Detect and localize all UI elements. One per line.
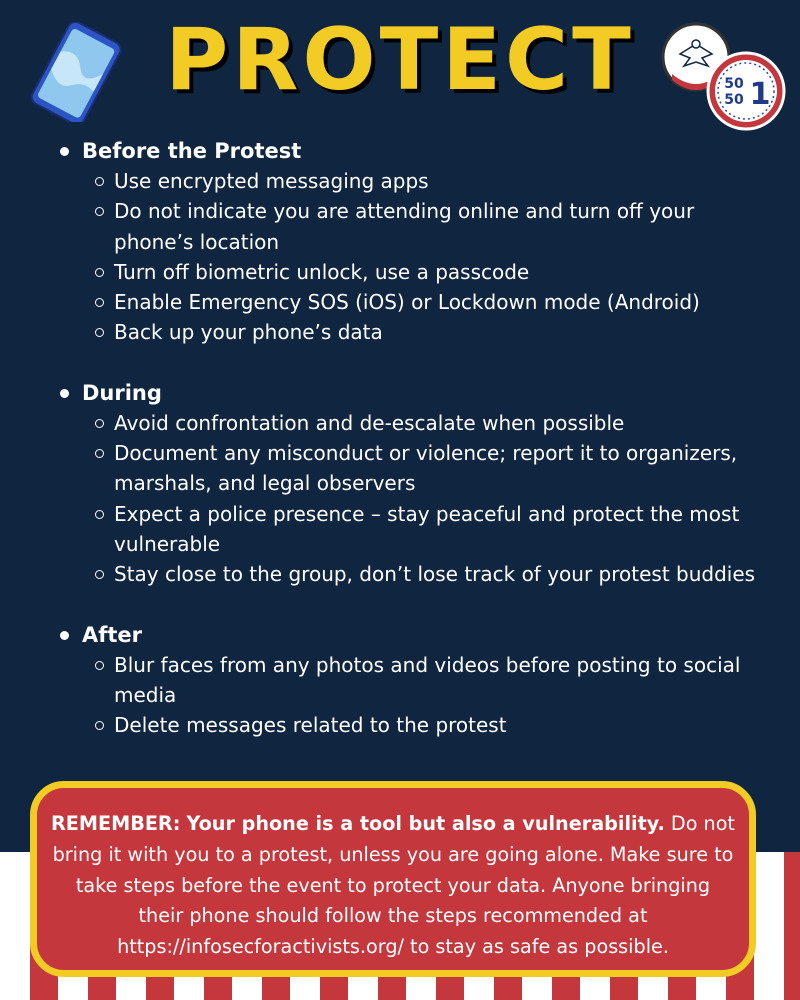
remember-text <box>37 788 749 963</box>
remember-label: REMEMBER: <box>51 812 181 835</box>
list-item: Stay close to the group, don’t lose track of your protest buddies <box>114 559 778 589</box>
item-list <box>58 166 778 348</box>
list-item: Avoid confrontation and de-escalate when possible <box>114 408 778 438</box>
logo-text-one: 1 <box>749 77 771 112</box>
remember-body: Do not bring it with you to a protest, unless you are going alone. Make sure to take steps before the event to protect your data. Anyone bringing their phone should follow the steps recommended at https://infosecforactivists.org/ to stay as safe as possible. <box>52 812 735 959</box>
item-list <box>58 408 778 590</box>
list-item: Expect a police presence – stay peaceful and protect the most vulnerable <box>114 499 778 560</box>
list-item: Do not indicate you are attending online and turn off your phone’s location <box>114 196 778 257</box>
content <box>58 136 778 770</box>
remember-callout <box>30 781 756 977</box>
logo-text-top: 50 <box>724 76 744 92</box>
5050-1-logo <box>660 22 790 132</box>
section-title: After <box>58 620 778 650</box>
list-item: Document any misconduct or violence; report it to organizers, marshals, and legal observers <box>114 438 778 499</box>
list-item: Enable Emergency SOS (iOS) or Lockdown mode (Android) <box>114 287 778 317</box>
section-title: Before the Protest <box>58 136 778 166</box>
list-item: Delete messages related to the protest <box>114 710 778 740</box>
section-during <box>58 378 778 590</box>
remember-emphasis: Your phone is a tool but also a vulnerability. <box>186 812 665 835</box>
page-title: PROTECT <box>165 10 635 110</box>
logo-text-bottom: 50 <box>724 92 744 108</box>
section-title: During <box>58 378 778 408</box>
list-item: Blur faces from any photos and videos before posting to social media <box>114 650 778 711</box>
section-before <box>58 136 778 348</box>
list-item: Back up your phone’s data <box>114 317 778 347</box>
list-item: Turn off biometric unlock, use a passcode <box>114 257 778 287</box>
item-list <box>58 650 778 741</box>
section-after <box>58 620 778 741</box>
list-item: Use encrypted messaging apps <box>114 166 778 196</box>
